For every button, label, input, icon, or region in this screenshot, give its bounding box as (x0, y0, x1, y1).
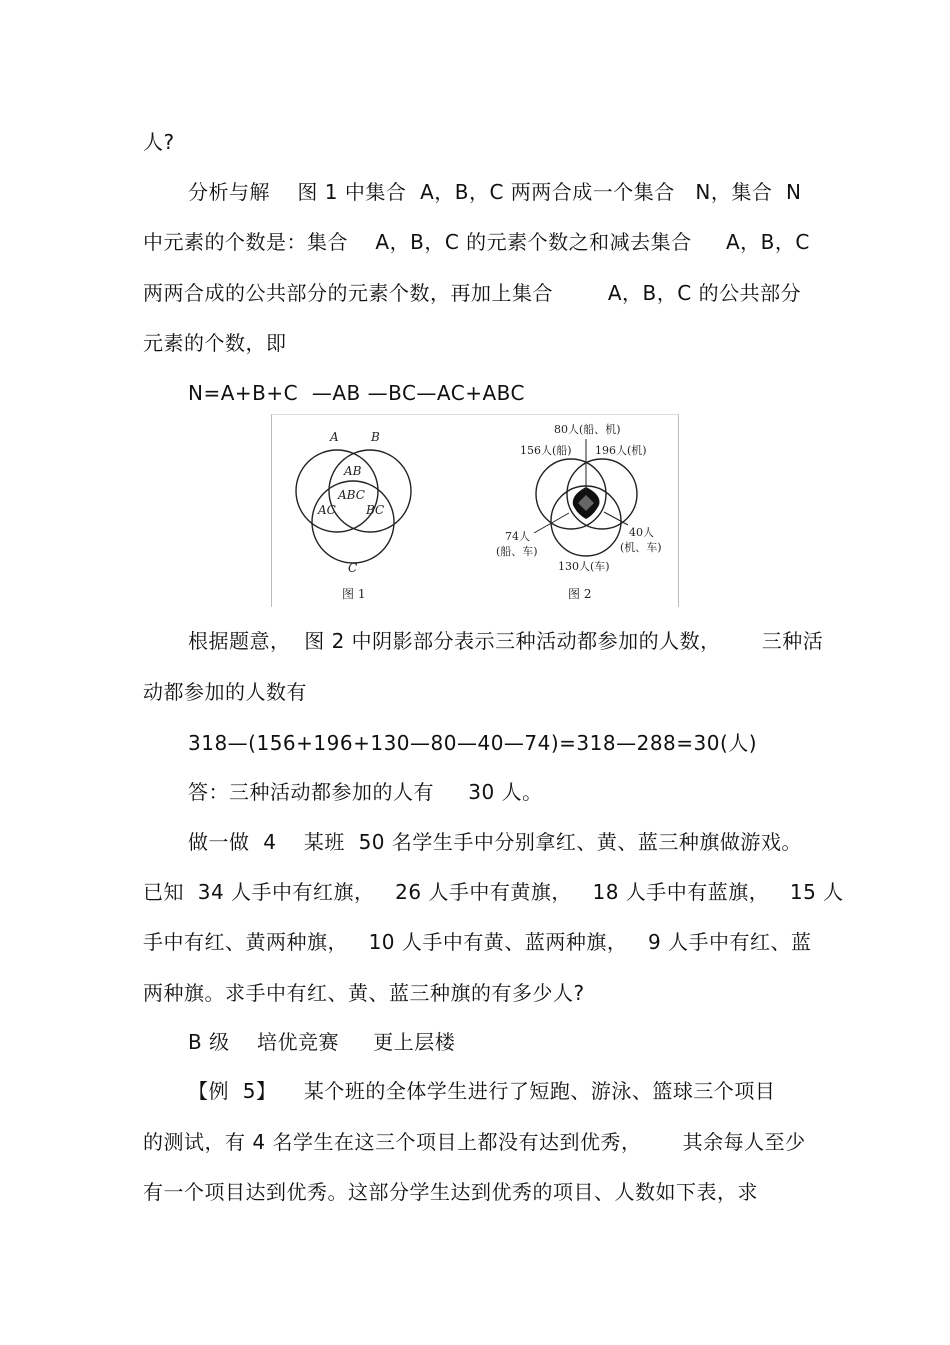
fig1-label-b: B (371, 430, 380, 444)
exercise-line-2: 已知 34 人手中有红旗， 26 人手中有黄旗， 18 人手中有蓝旗， 15 人 (143, 880, 844, 904)
text-line-5: 元素的个数，即 (143, 331, 287, 355)
example-line-2: 的测试，有 4 名学生在这三个项目上都没有达到优秀， 其余每人至少 (143, 1130, 806, 1154)
exercise-line-1: 做一做 4 某班 50 名学生手中分别拿红、黄、蓝三种旗做游戏。 (188, 830, 802, 854)
fig2-label-top: 80人(船、机) (554, 423, 621, 436)
exercise-line-3: 手中有红、黄两种旗， 10 人手中有黄、蓝两种旗， 9 人手中有红、蓝 (143, 930, 812, 954)
fig2-label-car: 130人(车) (558, 560, 610, 573)
fig1-label-ab: AB (344, 464, 362, 478)
fig1-label-bc: BC (366, 503, 385, 517)
circle-a (296, 450, 378, 532)
fig1-caption: 图 1 (342, 587, 366, 601)
fig2-caption: 图 2 (568, 587, 592, 601)
text-line-8: 动都参加的人数有 (143, 680, 307, 704)
exercise-line-4: 两种旗。求手中有红、黄、蓝三种旗的有多少人? (143, 981, 585, 1005)
calculation-line: 318—(156+196+130—80—40—74)=318—288=30(人) (188, 731, 758, 755)
fig2-label-plane-car-2: (机、车) (620, 541, 662, 554)
pointer-plane-car (604, 512, 628, 525)
example-line-3: 有一个项目达到优秀。这部分学生达到优秀的项目、人数如下表，求 (143, 1180, 758, 1204)
section-heading: B 级 培优竞赛 更上层楼 (188, 1030, 456, 1054)
example-line-1: 【例 5】 某个班的全体学生进行了短跑、游泳、篮球三个项目 (188, 1079, 776, 1103)
text-line-2: 分析与解 图 1 中集合 A，B，C 两两合成一个集合 N，集合 N (188, 180, 802, 204)
text-line-3: 中元素的个数是：集合 A，B，C 的元素个数之和减去集合 A，B，C (143, 230, 810, 254)
answer-line: 答：三种活动都参加的人有 30 人。 (188, 780, 543, 804)
fig1-label-a: A (330, 430, 339, 444)
fig2-label-plane-car-1: 40人 (629, 526, 654, 539)
fig2-label-plane: 196人(机) (595, 444, 647, 457)
fig2-label-ship: 156人(船) (520, 444, 572, 457)
fig2-label-ship-car-1: 74人 (505, 530, 530, 543)
fig1-label-ac: AC (318, 503, 336, 517)
fig1-label-abc: ABC (338, 488, 365, 502)
text-line-4: 两两合成的公共部分的元素个数，再加上集合 A，B，C 的公共部分 (143, 281, 802, 305)
fig1-label-c: C (348, 561, 358, 575)
fig2-label-ship-car-2: (船、车) (496, 545, 538, 558)
formula-line: N=A+B+C —AB —BC—AC+ABC (188, 381, 525, 405)
text-line-1: 人? (143, 130, 175, 154)
venn-figures (271, 414, 679, 607)
text-line-7: 根据题意， 图 2 中阴影部分表示三种活动都参加的人数， 三种活 (188, 629, 824, 653)
